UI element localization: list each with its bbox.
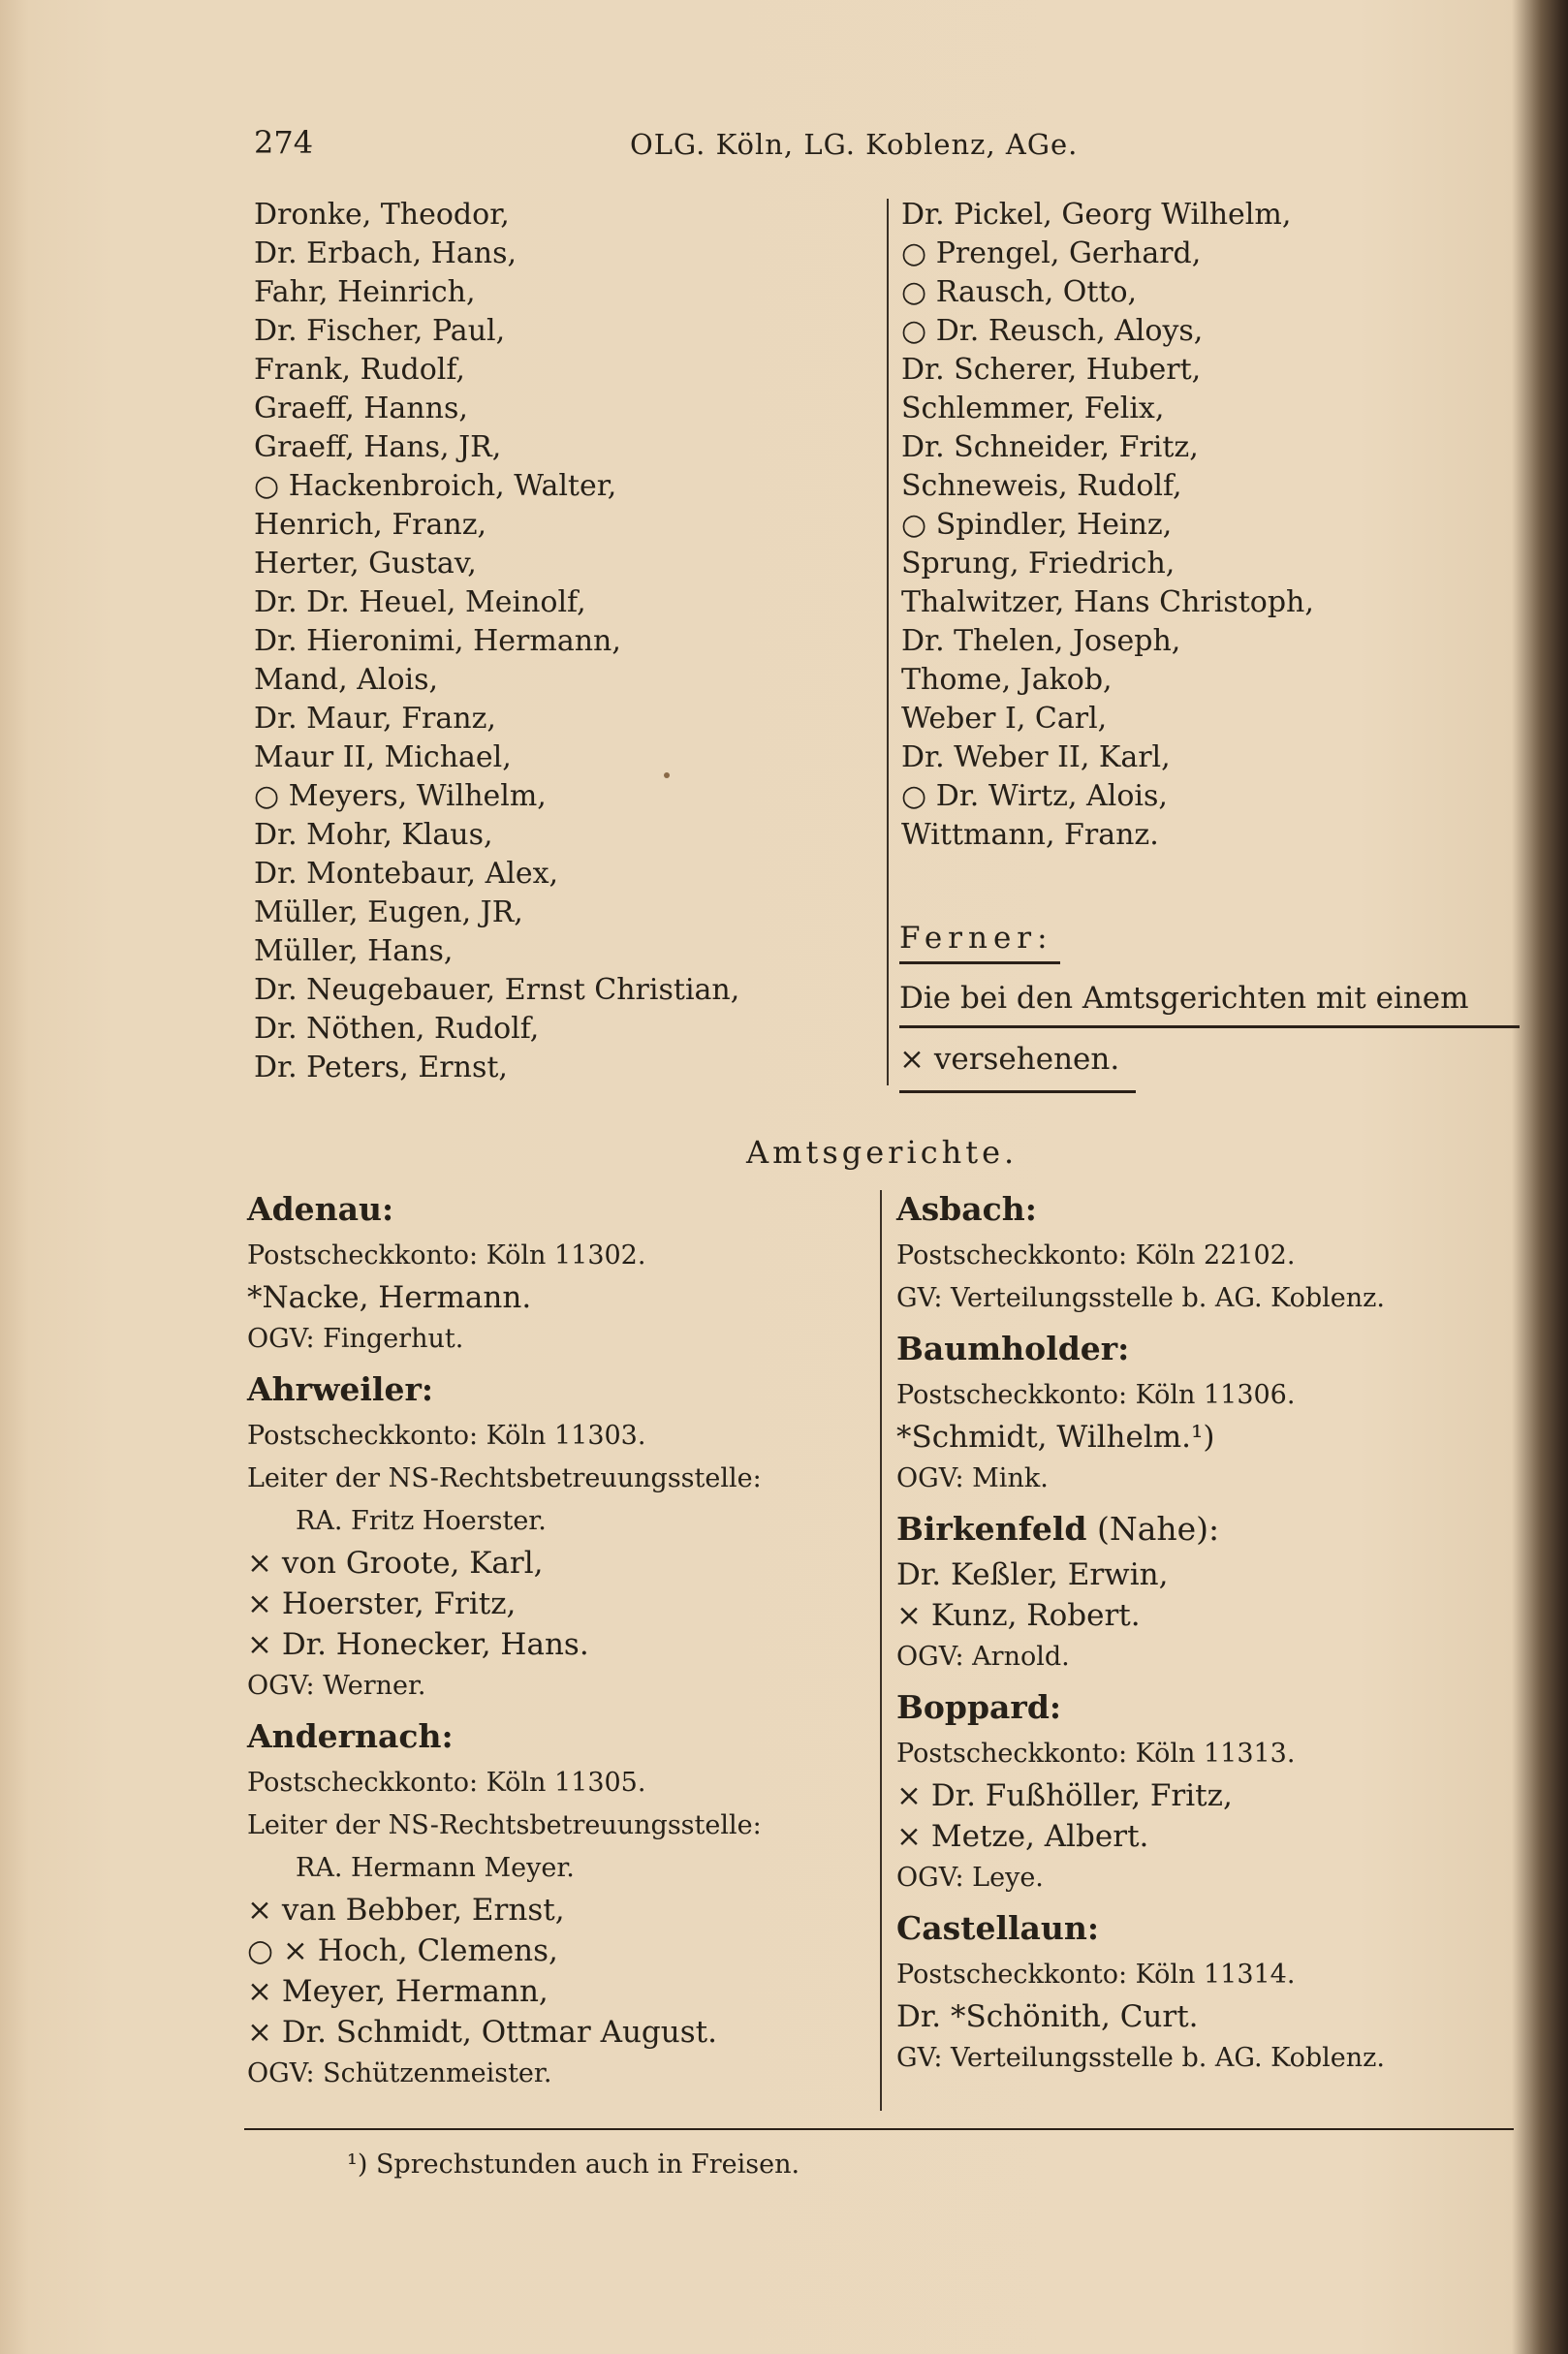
entry-text: OGV: Fingerhut. [247, 1324, 464, 1354]
court-heading-suffix: (Nahe): [1086, 1510, 1220, 1548]
upper-right-name-list [901, 196, 1314, 855]
entry-text: Leiter der NS-Rechtsbetreuungsstelle: [247, 1810, 762, 1840]
court-detail-line [247, 1458, 762, 1500]
name-entry: Dr. Nöthen, Rudolf, [254, 1012, 540, 1046]
court-person-entry [896, 1996, 1385, 2037]
court-heading [247, 1184, 762, 1235]
entry-text: Asbach: [896, 1190, 1037, 1228]
court-person-entry [896, 1417, 1385, 1458]
entry-text: OGV: Mink. [896, 1463, 1049, 1493]
entry-text: Birkenfeld [896, 1510, 1087, 1548]
name-entry: Dr. Weber II, Karl, [901, 740, 1171, 774]
upper-left-name-list [254, 196, 739, 1087]
entry-text: × Dr. Honecker, Hans. [247, 1627, 589, 1662]
name-entry: Graeff, Hans, JR, [254, 430, 502, 464]
court-detail-line [247, 1500, 762, 1543]
entry-text: Postscheckkonto: Köln 11313. [896, 1739, 1296, 1769]
column-divider-lower [880, 1190, 882, 2111]
entry-text: Postscheckkonto: Köln 11303. [247, 1421, 646, 1451]
name-entry: Dr. Scherer, Hubert, [901, 353, 1202, 387]
name-entry: Dr. Peters, Ernst, [254, 1051, 508, 1084]
paper-spot [664, 772, 670, 778]
entry-text: × Hoerster, Fritz, [247, 1586, 517, 1621]
section-title: Amtsgerichte. [746, 1134, 1019, 1171]
court-detail-line [896, 1374, 1385, 1417]
page-number: 274 [254, 124, 314, 161]
name-entry: Wittmann, Franz. [901, 818, 1159, 852]
court-person-entry [247, 1890, 762, 1930]
court-detail-line [247, 1805, 762, 1847]
entry-text: Postscheckkonto: Köln 11302. [247, 1240, 646, 1271]
entry-text: OGV: Arnold. [896, 1642, 1070, 1672]
entry-text: Adenau: [247, 1190, 394, 1228]
name-entry: Müller, Eugen, JR, [254, 895, 523, 929]
name-entry: ○ Rausch, Otto, [901, 275, 1138, 309]
entry-text: OGV: Werner. [247, 1671, 426, 1701]
court-heading [247, 1365, 762, 1415]
ferner-note-line1: Die bei den Amtsgerichten mit einem [899, 981, 1469, 1016]
name-entry: Sprung, Friedrich, [901, 547, 1176, 581]
entry-text: *Schmidt, Wilhelm.¹) [896, 1420, 1215, 1455]
court-heading [896, 1324, 1385, 1374]
name-entry: Schlemmer, Felix, [901, 392, 1165, 425]
entry-text: × von Groote, Karl, [247, 1546, 544, 1581]
court-person-entry [247, 1624, 762, 1665]
name-entry: Dr. Fischer, Paul, [254, 314, 506, 348]
entry-text: ○ × Hoch, Clemens, [247, 1933, 558, 1968]
court-detail-line [896, 1636, 1385, 1679]
running-title: OLG. Köln, LG. Koblenz, AGe. [630, 128, 1079, 161]
entry-text: Castellaun: [896, 1909, 1100, 1947]
court-heading [896, 1184, 1385, 1235]
court-detail-line [247, 1762, 762, 1805]
ferner-label: Ferner: [899, 921, 1053, 956]
name-entry: Dr. Mohr, Klaus, [254, 818, 493, 852]
name-entry: ○ Dr. Wirtz, Alois, [901, 779, 1168, 813]
name-entry: Dronke, Theodor, [254, 198, 510, 232]
name-entry: Thalwitzer, Hans Christoph, [901, 585, 1314, 619]
court-detail-line [896, 1277, 1385, 1320]
footnote-rule [244, 2128, 1514, 2130]
name-entry: ○ Dr. Reusch, Aloys, [901, 314, 1204, 348]
entry-text: OGV: Schützenmeister. [247, 2058, 552, 2088]
court-detail-line [247, 1415, 762, 1458]
court-detail-line [247, 1665, 762, 1708]
ferner-note-rule [899, 1025, 1520, 1028]
name-entry: Frank, Rudolf, [254, 353, 465, 387]
entry-text: Postscheckkonto: Köln 11305. [247, 1768, 646, 1798]
entry-text: × Dr. Schmidt, Ottmar August. [247, 2015, 717, 2050]
entry-text: Postscheckkonto: Köln 11306. [896, 1380, 1296, 1410]
name-entry: ○ Meyers, Wilhelm, [254, 779, 547, 813]
name-entry: Dr. Neugebauer, Ernst Christian, [254, 973, 740, 1007]
court-person-entry [247, 1277, 762, 1318]
entry-text: Boppard: [896, 1688, 1062, 1726]
court-list-right [896, 1184, 1385, 2080]
entry-text: × Dr. Fußhöller, Fritz, [896, 1778, 1233, 1813]
entry-text: Postscheckkonto: Köln 22102. [896, 1240, 1296, 1271]
court-person-entry [247, 1543, 762, 1584]
name-entry: Dr. Erbach, Hans, [254, 236, 517, 270]
court-detail-line [896, 1733, 1385, 1775]
court-list-left [247, 1184, 762, 2095]
name-entry: Fahr, Heinrich, [254, 275, 476, 309]
name-entry: Maur II, Michael, [254, 740, 512, 774]
entry-text: RA. Hermann Meyer. [296, 1853, 575, 1883]
name-entry: Herter, Gustav, [254, 547, 477, 581]
court-heading [247, 1711, 762, 1762]
court-person-entry [247, 2012, 762, 2053]
court-person-entry [247, 1930, 762, 1971]
court-heading [896, 1504, 1385, 1554]
column-divider-upper [887, 199, 889, 1085]
entry-text: Ahrweiler: [247, 1370, 434, 1408]
entry-text: Andernach: [247, 1717, 454, 1755]
entry-text: GV: Verteilungsstelle b. AG. Koblenz. [896, 2043, 1385, 2073]
name-entry: Dr. Dr. Heuel, Meinolf, [254, 585, 586, 619]
name-entry: Dr. Schneider, Fritz, [901, 430, 1199, 464]
court-detail-line [896, 1458, 1385, 1500]
name-entry: Dr. Pickel, Georg Wilhelm, [901, 198, 1292, 232]
name-entry: ○ Prengel, Gerhard, [901, 236, 1202, 270]
entry-text: Dr. *Schönith, Curt. [896, 1999, 1199, 2034]
name-entry: Dr. Maur, Franz, [254, 702, 496, 736]
court-detail-line [247, 1847, 762, 1890]
entry-text: Leiter der NS-Rechtsbetreuungsstelle: [247, 1463, 762, 1493]
name-entry: Thome, Jakob, [901, 663, 1113, 697]
name-entry: Mand, Alois, [254, 663, 439, 697]
name-entry: Müller, Hans, [254, 934, 454, 968]
name-entry: Schneweis, Rudolf, [901, 469, 1182, 503]
court-person-entry [247, 1971, 762, 2012]
name-entry: Dr. Thelen, Joseph, [901, 624, 1181, 658]
name-entry: ○ Spindler, Heinz, [901, 508, 1173, 542]
court-person-entry [247, 1584, 762, 1624]
entry-text: GV: Verteilungsstelle b. AG. Koblenz. [896, 1283, 1385, 1313]
name-entry: Graeff, Hanns, [254, 392, 468, 425]
name-entry: ○ Hackenbroich, Walter, [254, 469, 617, 503]
footnote: ¹) Sprechstunden auch in Freisen. [347, 2150, 800, 2180]
court-heading [896, 1903, 1385, 1954]
court-detail-line [247, 1318, 762, 1361]
court-detail-line [247, 1235, 762, 1277]
name-entry: Dr. Montebaur, Alex, [254, 857, 559, 891]
entry-text: Dr. Keßler, Erwin, [896, 1557, 1169, 1592]
court-person-entry [896, 1554, 1385, 1595]
entry-text: × Metze, Albert. [896, 1819, 1149, 1854]
entry-text: Postscheckkonto: Köln 11314. [896, 1960, 1296, 1990]
court-person-entry [896, 1816, 1385, 1857]
ferner-note-underline [899, 1090, 1136, 1093]
court-heading [896, 1682, 1385, 1733]
entry-text: × Meyer, Hermann, [247, 1974, 549, 2009]
court-person-entry [896, 1595, 1385, 1636]
entry-text: *Nacke, Hermann. [247, 1280, 532, 1315]
entry-text: × van Bebber, Ernst, [247, 1893, 565, 1928]
name-entry: Dr. Hieronimi, Hermann, [254, 624, 621, 658]
entry-text: × Kunz, Robert. [896, 1598, 1141, 1633]
court-detail-line [896, 1954, 1385, 1996]
court-detail-line [896, 1235, 1385, 1277]
name-entry: Weber I, Carl, [901, 702, 1108, 736]
court-detail-line [896, 2037, 1385, 2080]
ferner-underline [899, 961, 1060, 964]
name-entry: Henrich, Franz, [254, 508, 487, 542]
ferner-note-line2: × versehenen. [899, 1042, 1120, 1077]
court-detail-line [896, 1857, 1385, 1899]
entry-text: RA. Fritz Hoerster. [296, 1506, 547, 1536]
court-detail-line [247, 2053, 762, 2095]
court-person-entry [896, 1775, 1385, 1816]
entry-text: Baumholder: [896, 1330, 1130, 1367]
entry-text: OGV: Leye. [896, 1863, 1044, 1893]
